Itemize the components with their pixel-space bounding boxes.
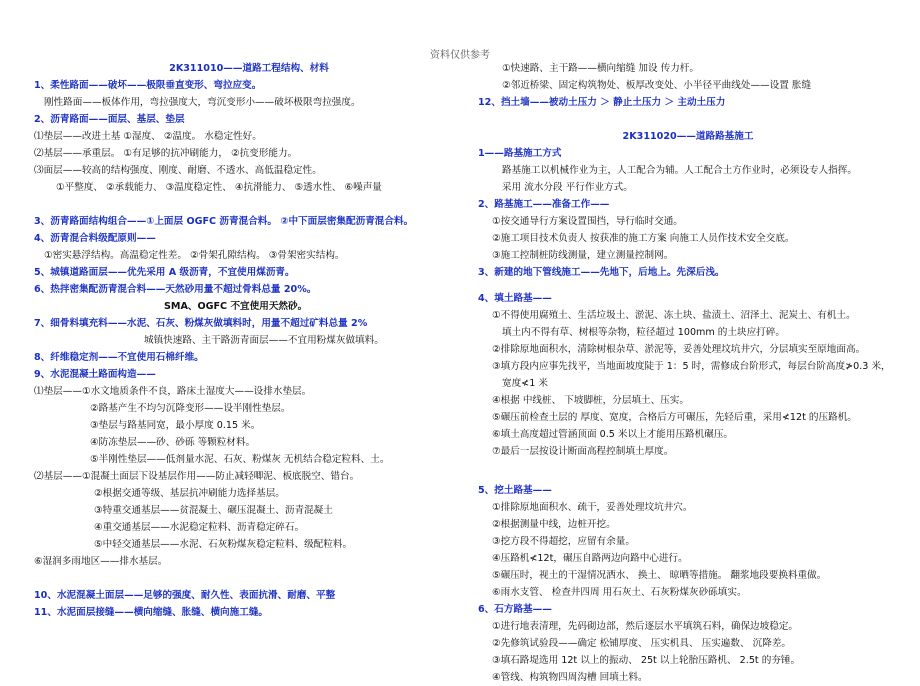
text-line: 城镇快速路、主干路沥青面层——不宜用粉煤灰做填料。 [144, 335, 384, 346]
text-line: ⑤碾压时，视土的干湿情况洒水、 换土、 晾晒等措施。 翻浆地段要换料重做。 [492, 570, 827, 581]
section-title-left: 2K311010——道路工程结构、材料 [169, 63, 329, 74]
spacer [478, 111, 898, 128]
spacer [478, 281, 898, 290]
section-heading: 1、柔性路面——破坏——极限垂直变形、弯拉应变。 [34, 80, 262, 91]
text-line: ④根据 中线桩、 下坡脚桩，分层填土、压实。 [492, 395, 689, 406]
section-heading: 6、热拌密集配沥青混合料——天然砂用量不超过骨料总量 20%。 [34, 284, 317, 295]
section-heading: 3、沥青路面结构组合——①上面层 OGFC 沥青混合料。 ②中下面层密集配沥青混合料。 [34, 216, 414, 227]
text-line: ①不得使用腐殖土、生活垃圾土、淤泥、冻土块、盐渍土、沼泽土、泥炭土、有机土。 [492, 310, 856, 321]
right-column [478, 60, 898, 686]
text-line: ④重交通基层——水泥稳定粒料、沥青稳定碎石。 [94, 522, 305, 533]
text-line: ②排除原地面积水，清除树根杂草、淤泥等，妥善处理坟坑井穴，分层填实至原地面高。 [492, 344, 866, 355]
text-line: ④防冻垫层——砂、砂砾 等颗粒材料。 [90, 437, 256, 448]
text-line: ①按交通导行方案设置围挡，导行临时交通。 [492, 216, 683, 227]
section-heading: 1——路基施工方式 [478, 148, 562, 159]
spacer [34, 570, 464, 587]
text-line: ⑴垫层——改进土基 ①湿度、 ②温度。 水稳定性好。 [34, 131, 262, 142]
text-line: ①进行地表清理，先码砌边部，然后逐层水平填筑石料，确保边坡稳定。 [492, 621, 799, 632]
text-line: ⑤中轻交通基层——水泥、石灰粉煤灰稳定粒料、级配粒料。 [94, 539, 353, 550]
text-line: 宽度≮1 米 [502, 378, 548, 389]
text-line: ⑵基层——承重层。 ①有足够的抗冲刷能力， ②抗变形能力。 [34, 148, 298, 159]
text-line: ④压路机≮12t，碾压自路两边向路中心进行。 [492, 553, 688, 564]
section-heading: 11、水泥面层接缝——横向缩缝、胀缝、横向施工缝。 [34, 607, 269, 618]
text-line: ⑴垫层——①水文地质条件不良，路床土湿度大——设排水垫层。 [34, 386, 312, 397]
text-line: SMA、OGFC 不宜使用天然砂。 [164, 301, 308, 312]
text-line: ⑦最后一层按设计断面高程控制填土厚度。 [492, 446, 674, 457]
section-heading: 5、城镇道路面层——优先采用 A 级沥青，不宜使用煤沥青。 [34, 267, 295, 278]
section-heading: 12、挡土墙——被动土压力 ＞ 静止土压力 ＞ 主动土压力 [478, 97, 726, 108]
section-heading: 2K311020——道路路基施工 [622, 131, 754, 142]
text-line: ①密实悬浮结构。高温稳定性差。 ②骨架孔隙结构。 ③骨架密实结构。 [44, 250, 345, 261]
text-line: ①排除原地面积水、疏干，妥善处理坟坑井穴。 [492, 502, 693, 513]
section-heading: 8、纤维稳定剂——不宜使用石棉纤维。 [34, 352, 204, 363]
right-lines [478, 60, 898, 686]
text-line: ⑶面层——较高的结构强度、刚度、耐磨、不透水、高低温稳定性。 [34, 165, 322, 176]
section-heading: 4、填土路基—— [478, 293, 552, 304]
text-line: ②邻近桥梁、固定构筑物处、板厚改变处、小半径平曲线处——设置 胀缝 [502, 80, 812, 91]
text-line: ③施工控制桩防线测量，建立测量控制网。 [492, 250, 674, 261]
text-line: ②路基产生不均匀沉降变形——设半刚性垫层。 [90, 403, 291, 414]
text-line: ②根据交通等级、基层抗冲刷能力选择基层。 [94, 488, 285, 499]
text-line: 刚性路面——板体作用，弯拉强度大，弯沉变形小——破坏极限弯拉强度。 [44, 97, 361, 108]
text-line: ⑥湿润多雨地区——排水基层。 [34, 556, 168, 567]
text-line: ⑵基层——①混凝土面层下设基层作用——防止减轻唧泥、板底脱空、错台。 [34, 471, 360, 482]
spacer [478, 460, 898, 482]
section-heading: 6、石方路基—— [478, 604, 552, 615]
text-line: ③填方段内应事先找平，当地面坡度陡于 1：5 时，需修成台阶形式，每层台阶高度≯0.3 米， [492, 361, 891, 372]
text-line: ①快速路、主干路——横向缩缝 加设 传力杆。 [502, 63, 699, 74]
section-heading: 4、沥青混合料级配原则—— [34, 233, 156, 244]
left-column [34, 60, 464, 621]
text-line: ③垫层与路基同宽，最小厚度 0.15 米。 [90, 420, 261, 431]
text-line: ③挖方段不得超挖，应留有余量。 [492, 536, 635, 547]
section-heading: 5、挖土路基—— [478, 485, 552, 496]
text-line: ①平整度、 ②承载能力、 ③温度稳定性、 ④抗滑能力、 ⑤透水性、 ⑥噪声量 [56, 182, 382, 193]
spacer [34, 196, 464, 213]
text-line: ②先修筑试验段——确定 松铺厚度、 压实机具、 压实遍数、 沉降差。 [492, 638, 792, 649]
section-heading: 7、细骨料填充料——水泥、石灰、粉煤灰做填料时，用量不超过矿料总量 2% [34, 318, 368, 329]
text-line: ⑥雨水支管、 检查井四周 用石灰土、石灰粉煤灰砂砾填实。 [492, 587, 747, 598]
text-line: ⑤碾压前检查土层的 厚度、宽度，合格后方可碾压，先轻后重，采用≮12t 的压路机。 [492, 412, 857, 423]
section-heading: 3、新建的地下管线施工——先地下，后地上。先深后浅。 [478, 267, 725, 278]
left-lines [34, 77, 464, 621]
text-line: ②根据测量中线，边桩开挖。 [492, 519, 616, 530]
text-line: 填土内不得有草、树根等杂物，粒径超过 100mm 的土块应打碎。 [502, 327, 785, 338]
text-line: ⑤半刚性垫层——低剂量水泥、石灰、粉煤灰 无机结合稳定粒料、土。 [90, 454, 390, 465]
section-heading: 10、水泥混凝土面层——足够的强度、耐久性、表面抗滑、耐磨、平整 [34, 590, 336, 601]
text-line: ③特重交通基层——贫混凝土、碾压混凝土、沥青混凝土 [94, 505, 333, 516]
text-line: ②施工项目技术负责人 按获准的施工方案 向施工人员作技术安全交底。 [492, 233, 795, 244]
text-line: ⑥填土高度超过管涵顶面 0.5 米以上才能用压路机碾压。 [492, 429, 734, 440]
section-heading: 2、沥青路面——面层、基层、垫层 [34, 114, 185, 125]
section-heading: 2、路基施工——准备工作—— [478, 199, 610, 210]
text-line: ④管线、构筑物四周沟槽 回填土料。 [492, 672, 648, 683]
text-line: 采用 流水分段 平行作业方式。 [502, 182, 633, 193]
header-note: 资料仅供参考 [430, 50, 490, 61]
text-line: 路基施工以机械作业为主，人工配合为辅。人工配合土方作业时，必须设专人指挥。 [502, 165, 857, 176]
section-heading: 9、水泥混凝土路面构造—— [34, 369, 156, 380]
text-line: ③填石路堤选用 12t 以上的振动、 25t 以上轮胎压路机、 2.5t 的夯锤。 [492, 655, 801, 666]
